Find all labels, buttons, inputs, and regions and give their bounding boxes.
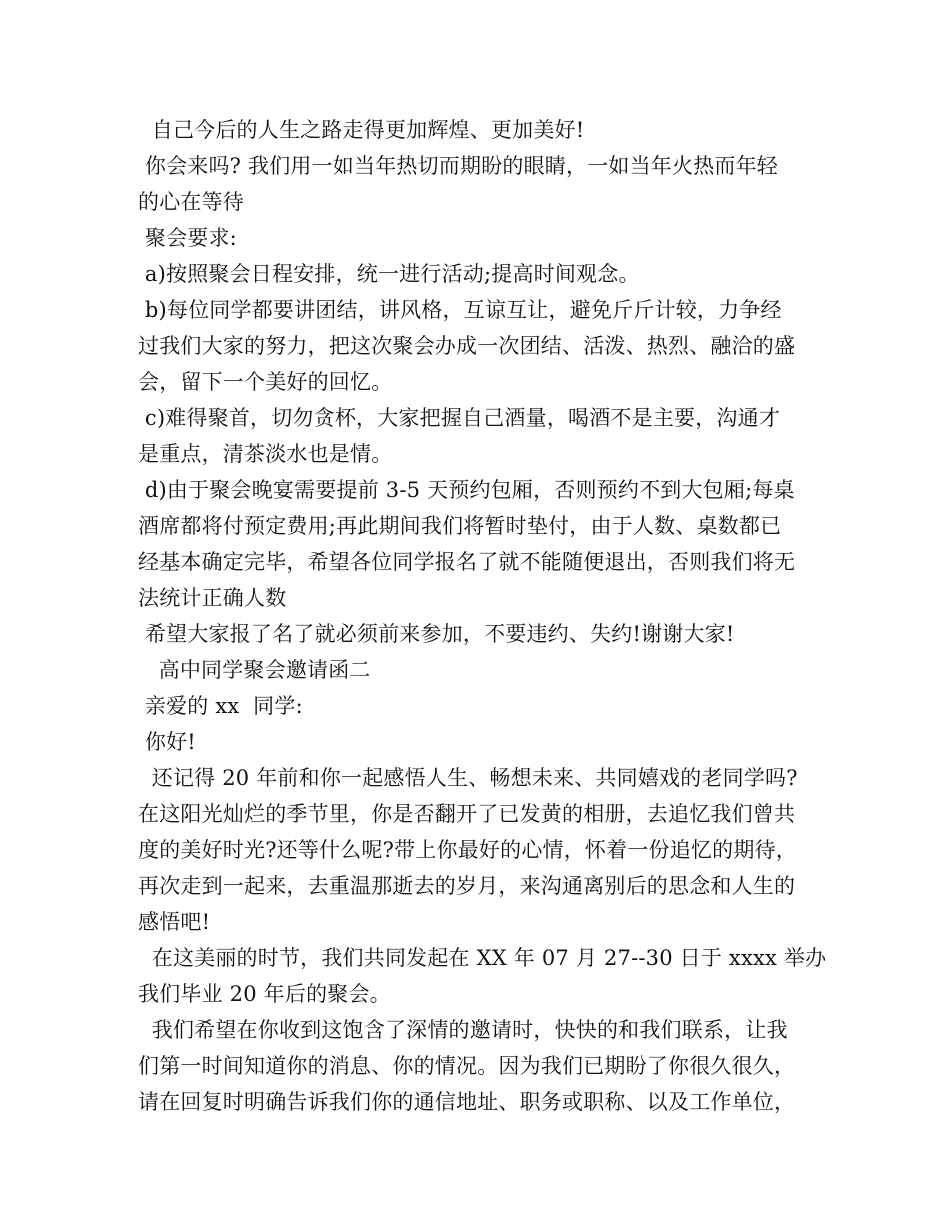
text-line: 度的美好时光?还等什么呢?带上你最好的心情，怀着一份追忆的期待， xyxy=(138,838,797,862)
text-line: 感悟吧! xyxy=(138,910,211,934)
text-line: 们第一时间知道你的消息、你的情况。因为我们已期盼了你很久很久， xyxy=(138,1054,796,1078)
text-line: 请在回复时明确告诉我们你的通信地址、职务或职称、以及工作单位， xyxy=(138,1090,796,1114)
text-line: 我们毕业 20 年后的聚会。 xyxy=(138,982,391,1006)
text-line: 我们希望在你收到这饱含了深情的邀请时，快快的和我们联系，让我 xyxy=(138,1018,788,1042)
text-line: 聚会要求: xyxy=(138,226,237,250)
text-line: 酒席都将付预定费用;再此期间我们将暂时垫付，由于人数、桌数都已 xyxy=(138,514,782,538)
salutation: 亲爱的 xx 同学: xyxy=(138,694,303,718)
text-line: 希望大家报了名了就必须前来参加，不要违约、失约!谢谢大家! xyxy=(138,622,735,646)
text-line: 自己今后的人生之路走得更加辉煌、更加美好! xyxy=(138,118,585,142)
text-line: c)难得聚首，切勿贪杯，大家把握自己酒量，喝酒不是主要，沟通才 xyxy=(138,406,781,430)
text-line: 在这阳光灿烂的季节里，你是否翻开了已发黄的相册，去追忆我们曾共 xyxy=(138,802,796,826)
text-line: 在这美丽的时节，我们共同发起在 XX 年 07 月 27--30 日于 xxxx 举办 xyxy=(138,946,827,970)
text-line: 的心在等待 xyxy=(138,190,244,214)
text-line: a)按照聚会日程安排，统一进行活动;提高时间观念。 xyxy=(138,262,640,286)
section-heading: 高中同学聚会邀请函二 xyxy=(138,658,371,682)
text-line: 经基本确定完毕，希望各位同学报名了就不能随便退出，否则我们将无 xyxy=(138,550,796,574)
text-line: 过我们大家的努力，把这次聚会办成一次团结、活泼、热烈、融洽的盛 xyxy=(138,334,796,358)
text-line: d)由于聚会晚宴需要提前 3-5 天预约包厢，否则预约不到大包厢;每桌 xyxy=(138,478,795,502)
text-line: 还记得 20 年前和你一起感悟人生、畅想未来、共同嬉戏的老同学吗? xyxy=(138,766,798,790)
text-line: 你会来吗? 我们用一如当年热切而期盼的眼睛，一如当年火热而年轻 xyxy=(138,154,779,178)
text-line: 再次走到一起来，去重温那逝去的岁月，来沟通离别后的思念和人生的 xyxy=(138,874,796,898)
greeting: 你好! xyxy=(138,730,196,754)
text-line: b)每位同学都要讲团结，讲风格，互谅互让，避免斤斤计较，力争经 xyxy=(138,298,782,322)
text-line: 法统计正确人数 xyxy=(138,586,287,610)
text-line: 是重点，清茶淡水也是情。 xyxy=(138,442,393,466)
text-line: 会，留下一个美好的回忆。 xyxy=(138,370,393,394)
